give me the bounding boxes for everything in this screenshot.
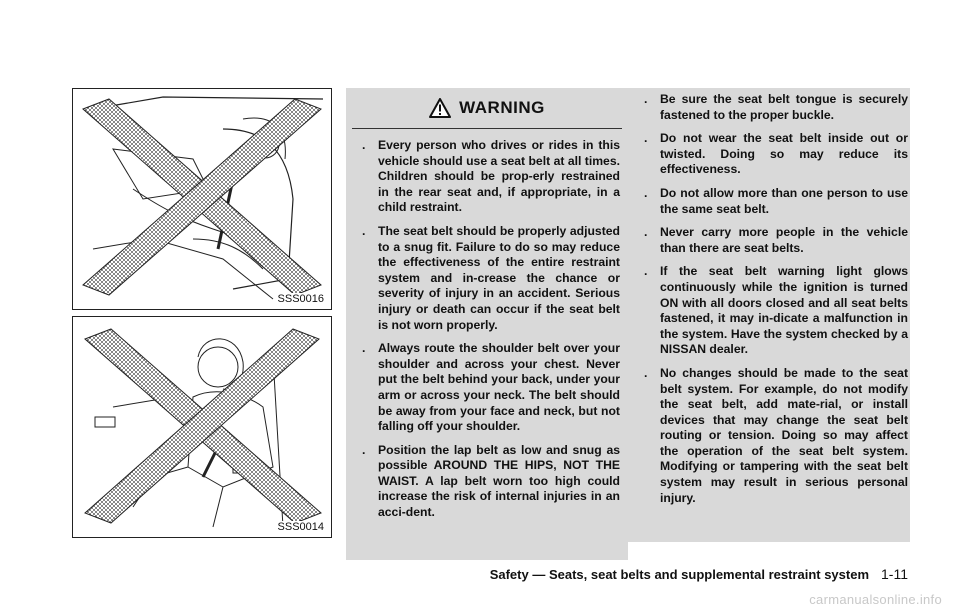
warning-item-text: If the seat belt warning light glows continuously while the ignition is turned ON with all doors closed and all seat belts fastened, it may in-dicate a malfunction in the system. Have the system checked by a NISSAN dealer. [660, 264, 908, 357]
warning-item [632, 225, 908, 256]
bullet: . [362, 223, 366, 238]
warning-item-text: Do not wear the seat belt inside out or twisted. Doing so may reduce its effectiveness. [660, 131, 908, 177]
bullet: . [362, 138, 366, 152]
warning-item [632, 131, 908, 178]
warning-column-right [632, 92, 908, 514]
bullet: . [644, 264, 648, 279]
figure-caption: SSS0014 [277, 521, 324, 533]
warning-item [350, 224, 620, 333]
warning-item [632, 186, 908, 217]
warning-item-text: Every person who drives or rides in this vehicle should use a seat belt at all times. Children should be prop-erly restrained in the rear seat and, if appropriate, in a child restraint. [378, 138, 620, 215]
page-number: 1-11 [881, 566, 908, 582]
warning-item-text: Always route the shoulder belt over your shoulder and across your chest. Never put the belt behind your back, under your arm or across your neck. The belt should be away from your face and neck, but not falling off your shoulder. [378, 341, 620, 434]
bullet: . [644, 365, 648, 380]
bullet: . [644, 131, 648, 146]
reclined-seat-belt-misuse-illustration [73, 89, 331, 309]
page-footer [490, 566, 908, 582]
bullet: . [362, 442, 366, 457]
bullet: . [644, 92, 648, 106]
warning-item [350, 138, 620, 216]
warning-item [350, 341, 620, 435]
warning-triangle-icon [429, 98, 451, 118]
figure-belt-behind-back [72, 316, 332, 538]
warning-item [632, 366, 908, 506]
bullet: . [362, 341, 366, 356]
warning-item [350, 443, 620, 521]
warning-item-text: The seat belt should be properly adjusted to a snug fit. Failure to do so may reduce the effectiveness of the entire restraint system and in-crease the chance or severity of injury in an accident. Serious injury or death can occur if the seat belt is not worn properly. [378, 223, 620, 332]
warning-item-text: Be sure the seat belt tongue is securely fastened to the proper buckle. [660, 92, 908, 122]
figure-reclined-seat [72, 88, 332, 310]
bullet: . [644, 225, 648, 240]
belt-behind-back-misuse-illustration [73, 317, 331, 537]
bullet: . [644, 185, 648, 200]
warning-item-text: Never carry more people in the vehicle than there are seat belts. [660, 225, 908, 255]
watermark: carmanualsonline.info [809, 592, 942, 607]
warning-item-text: Do not allow more than one person to use the same seat belt. [660, 185, 908, 216]
footer-section-title: Safety — Seats, seat belts and supplemental restraint system [489, 567, 870, 582]
warning-column-left [350, 138, 620, 529]
warning-title: WARNING [459, 98, 545, 117]
warning-divider [352, 128, 622, 129]
warning-item-text: No changes should be made to the seat belt system. For example, do not modify the seat belt, add mate-rial, or install devices that may change the seat belt routing or tension. Doing so may affect the operation of the seat belt system. Modifying or tampering with the seat belt system may result in serious personal injury. [660, 365, 908, 505]
warning-item-text: Position the lap belt as low and snug as possible AROUND THE HIPS, NOT THE WAIST. A lap belt worn too high could increase the risk of internal injuries in an acci-dent. [378, 442, 620, 520]
figure-caption: SSS0016 [277, 293, 324, 305]
warning-header [346, 88, 628, 128]
warning-item [632, 92, 908, 123]
warning-item [632, 264, 908, 358]
